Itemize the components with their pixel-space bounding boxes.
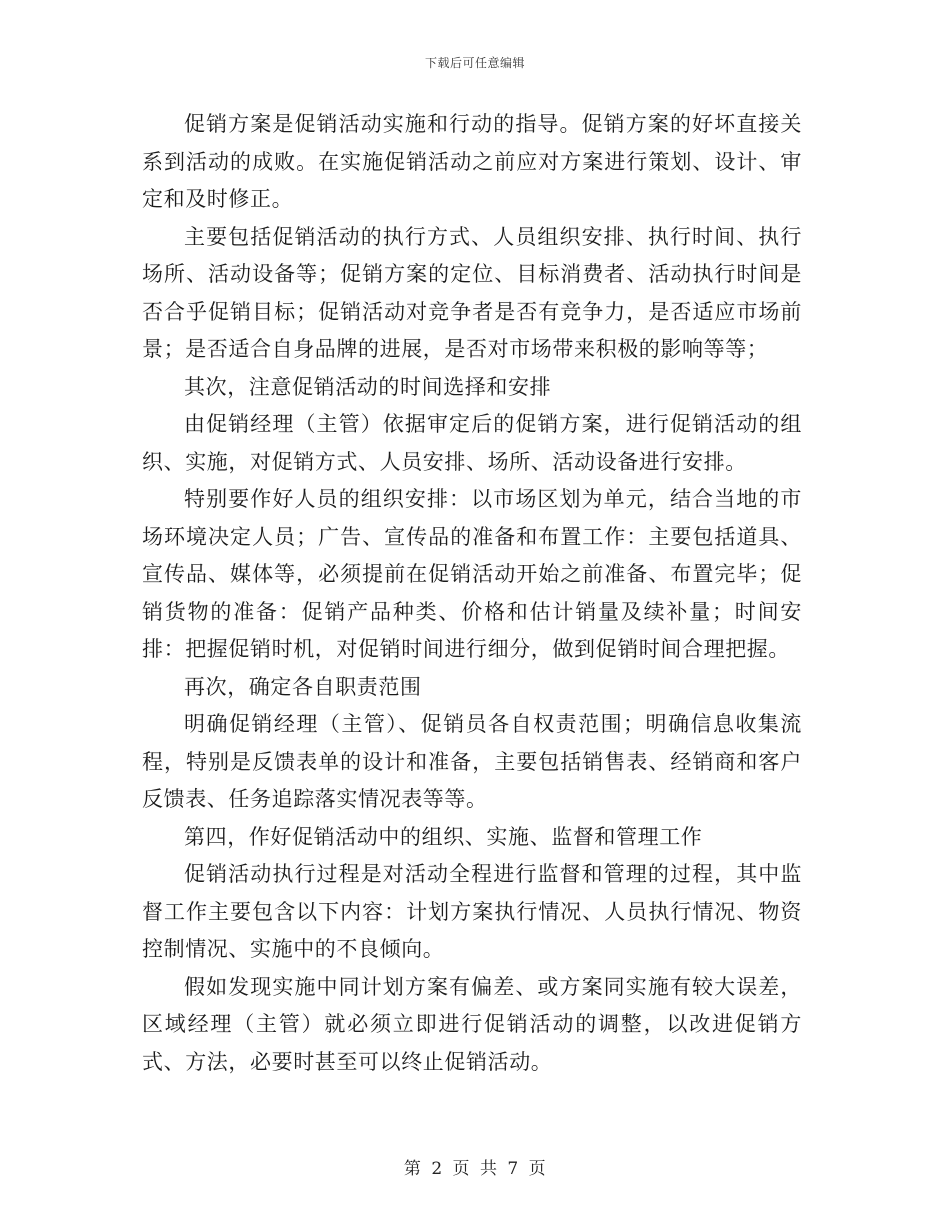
paragraph-8-heading: 第四，作好促销活动中的组织、实施、监督和管理工作 <box>184 824 703 849</box>
paragraph-10: 假如发现实施中同计划方案有偏差、或方案同实施有较大误差，区域经理（主管）就必须立即进行促销活动的调整，以改进促销方式、方法，必要时甚至可以终止促销活动。 <box>142 974 802 1074</box>
paragraph-4: 由促销经理（主管）依据审定后的促销方案，进行促销活动的组织、实施，对促销方式、人员安排、场所、活动设备进行安排。 <box>142 412 802 474</box>
paragraph-1: 促销方案是促销活动实施和行动的指导。促销方案的好坏直接关系到活动的成败。在实施促销活动之前应对方案进行策划、设计、审定和及时修正。 <box>142 112 802 211</box>
paragraph-3-heading: 其次，注意促销活动的时间选择和安排 <box>184 374 552 399</box>
paragraph-7: 明确促销经理（主管）、促销员各自权责范围；明确信息收集流程，特别是反馈表单的设计和准备，主要包括销售表、经销商和客户反馈表、任务追踪落实情况表等等。 <box>142 712 802 811</box>
paragraph-9: 促销活动执行过程是对活动全程进行监督和管理的过程，其中监督工作主要包含以下内容：计划方案执行情况、人员执行情况、物资控制情况、实施中的不良倾向。 <box>142 862 802 961</box>
paragraph-6-heading: 再次，确定各自职责范围 <box>184 674 422 699</box>
document-body <box>142 106 802 1081</box>
page-header: 下载后可任意编辑 <box>424 56 525 70</box>
paragraph-2: 主要包括促销活动的执行方式、人员组织安排、执行时间、执行场所、活动设备等；促销方案的定位、目标消费者、活动执行时间是否合乎促销目标；促销活动对竞争者是否有竞争力，是否适应市场前景；是否适合自身品牌的进展，是否对市场带来积极的影响等等； <box>142 224 802 361</box>
page-number-footer: 第 2 页 共 7 页 <box>403 1159 547 1179</box>
paragraph-5: 特别要作好人员的组织安排：以市场区划为单元，结合当地的市场环境决定人员；广告、宣传品的准备和布置工作：主要包括道具、宣传品、媒体等，必须提前在促销活动开始之前准备、布置完毕；促销货物的准备：促销产品种类、价格和估计销量及续补量；时间安排：把握促销时机，对促销时间进行细分，做到促销时间合理把握。 <box>142 487 802 661</box>
